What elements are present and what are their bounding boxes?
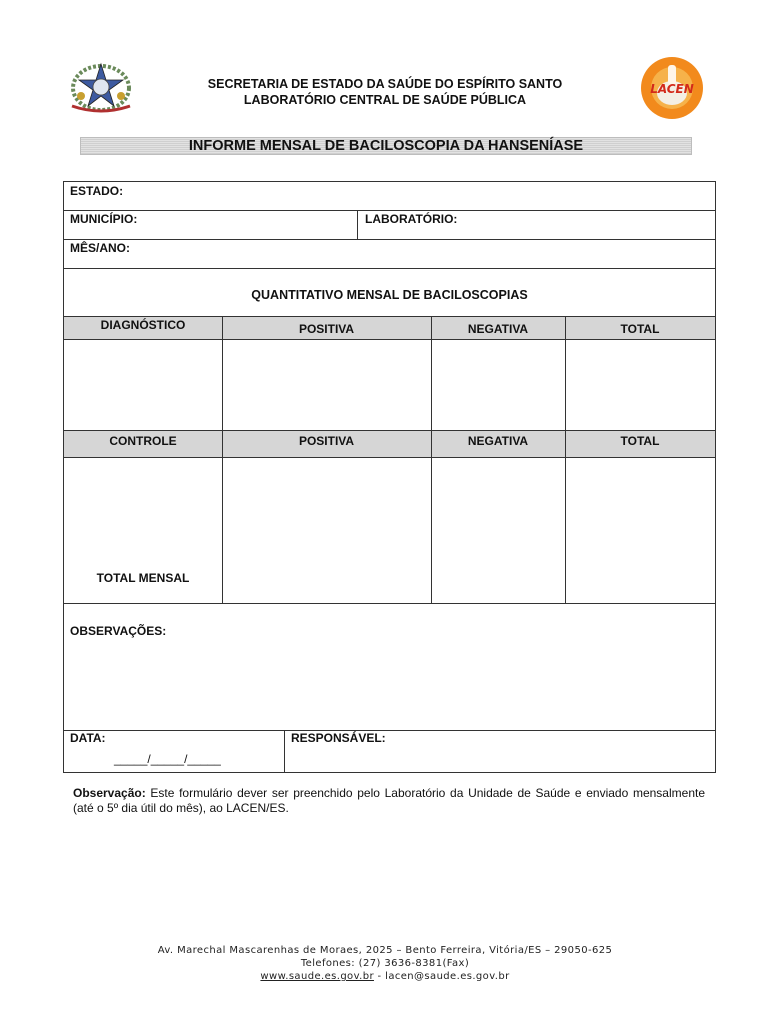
footer-separator: -	[373, 971, 386, 982]
controle-header: CONTROLE	[109, 434, 177, 448]
footer-phones: Telefones: (27) 3636-8381(Fax)	[300, 958, 470, 969]
section-title: QUANTITATIVO MENSAL DE BACILOSCOPIAS	[251, 288, 528, 302]
laboratorio-label: LABORATÓRIO:	[365, 212, 458, 226]
municipio-label: MUNICÍPIO:	[70, 212, 138, 226]
data-blank: _____/_____/_____	[114, 752, 221, 766]
footer-website-link[interactable]: www.saude.es.gov.br	[260, 971, 374, 982]
header-line1: SECRETARIA DE ESTADO DA SAÚDE DO ESPÍRITO SANTO	[207, 77, 563, 91]
observacoes-label: OBSERVAÇÕES:	[70, 624, 167, 638]
footer-email: lacen@saude.es.gov.br	[385, 971, 510, 982]
observation-note-bold: Observação:	[73, 786, 146, 800]
diagnostico-negativa-header: NEGATIVA	[467, 322, 529, 336]
controle-positiva-header: POSITIVA	[298, 434, 355, 448]
lacen-logo	[638, 55, 706, 121]
mes-ano-label: MÊS/ANO:	[70, 241, 130, 255]
responsavel-label: RESPONSÁVEL:	[291, 731, 386, 745]
coat-of-arms-logo	[66, 58, 136, 114]
estado-label: ESTADO:	[70, 184, 124, 198]
lacen-logo-text: LACEN	[650, 82, 694, 96]
data-label: DATA:	[70, 731, 106, 745]
controle-negativa-header: NEGATIVA	[467, 434, 529, 448]
header-text	[150, 76, 620, 108]
observation-note-text: Este formulário dever ser preenchido pelo Laboratório da Unidade de Saúde e enviado mensalmente (até o 5º dia útil do mês), ao LACEN/ES.	[73, 786, 705, 815]
total-mensal-label: TOTAL MENSAL	[96, 571, 190, 585]
header-line2: LABORATÓRIO CENTRAL DE SAÚDE PÚBLICA	[243, 93, 527, 107]
diagnostico-header: DIAGNÓSTICO	[100, 318, 186, 332]
observation-note	[73, 786, 705, 816]
footer	[0, 944, 770, 983]
controle-total-header: TOTAL	[620, 434, 660, 448]
report-form	[63, 181, 716, 773]
footer-address: Av. Marechal Mascarenhas de Moraes, 2025 – Bento Ferreira, Vitória/ES – 29050-625	[157, 945, 613, 956]
diagnostico-total-header: TOTAL	[620, 322, 660, 336]
form-title: INFORME MENSAL DE BACILOSCOPIA DA HANSENÍASE	[80, 137, 692, 155]
diagnostico-positiva-header: POSITIVA	[298, 322, 355, 336]
